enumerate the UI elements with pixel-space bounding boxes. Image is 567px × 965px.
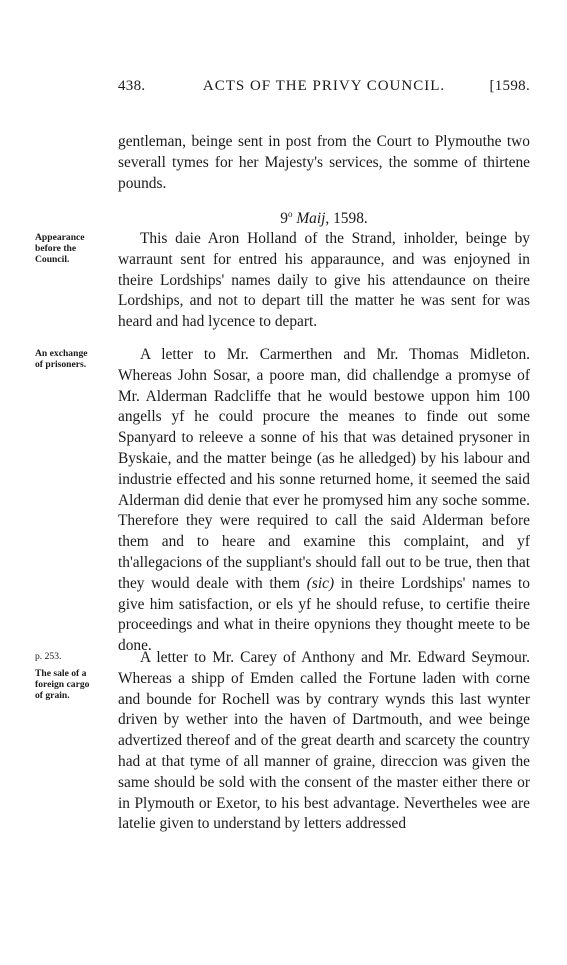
margin-note-exchange — [35, 348, 117, 370]
margin-note-line: foreign cargo — [35, 679, 90, 690]
margin-page-reference — [35, 651, 117, 662]
margin-note-line: before the — [35, 243, 77, 254]
entry-exchange — [118, 345, 530, 657]
entry-grain — [118, 648, 530, 835]
margin-note-line: An exchange — [35, 348, 88, 359]
date-heading — [118, 209, 530, 228]
entry-exchange-part-b: in theire Lordships' names to give him satisfaction, or els yf he should refuse, to certifie theire proceedings and what in theire opynions they thought meete to be done. — [118, 574, 530, 655]
running-year: [1598. — [489, 78, 530, 94]
entry-appearance — [118, 229, 530, 333]
margin-note-line: of prisoners. — [35, 359, 87, 370]
margin-note-line: of grain. — [35, 690, 70, 701]
running-header — [118, 78, 530, 100]
carryover-text: gentleman, beinge sent in post from the Court to Plymouthe two severall tymes for her Majesty's services, the somme of thirtene pounds. — [118, 133, 530, 192]
date-year: , 1598. — [325, 210, 368, 228]
entry-exchange-part-a: A letter to Mr. Carmerthen and Mr. Thomas Midleton. Whereas John Sosar, a poore man, did challendge a promyse of Mr. Alderman Radcliffe that he would bestowe uppon him 100 angells yf he could procure the meanes to finde out some Spanyard to releeve a sonne of his that was detained prysoner in Byskaie, and the matter beinge (as he alledged) by his labour and industrie effected and his sonne returned home, it seemed the said Alderman did denie that ever he promysed him any soche somme. Therefore they were required to call the said Alderman before them and to heare and examine this complaint, and yf th'allegacions of the suppliant's should fall out to be true, then that they would deale with them — [118, 346, 530, 592]
page-number: 438. — [118, 78, 146, 94]
entry-appearance-text: This daie Aron Holland of the Strand, inholder, beinge by warraunt sent for entred his apparaunce, and was enjoyned in theire Lordships' names daily to give his attendaunce on theire Lordships, and not to depart till the matter he was sent for was heard and had lycence to depart. — [118, 230, 530, 331]
date-day: 9 — [280, 210, 288, 228]
entry-grain-text: A letter to Mr. Carey of Anthony and Mr. Edward Seymour. Whereas a shipp of Emden called the Fortune laden with corne and bounde for Rochell was by contrary wynds this last wynter driven by wether into the haven of Dartmouth, and wee beinge advertized thereof and of the great dearth and scarcety the country had at that tyme of all manner of graine, direccion was given the same should be sold with the consent of the master either there or in Plymouth or Exetor, to his best advantage. Nevertheles wee are latelie given to understand by letters addressed — [118, 649, 530, 833]
margin-note-line: Appearance — [35, 232, 85, 243]
entry-exchange-text — [118, 345, 530, 657]
margin-note-grain — [35, 668, 117, 701]
running-title: ACTS OF THE PRIVY COUNCIL. — [202, 78, 446, 94]
sic-note: (sic) — [306, 574, 335, 592]
margin-note-line: Council. — [35, 254, 70, 265]
carryover-paragraph — [118, 132, 530, 194]
margin-note-line: The sale of a — [35, 668, 87, 679]
margin-note-appearance — [35, 232, 117, 265]
page-reference: p. 253. — [35, 651, 62, 662]
date-sup: o — [287, 209, 293, 219]
date-month: Maij — [296, 210, 326, 228]
